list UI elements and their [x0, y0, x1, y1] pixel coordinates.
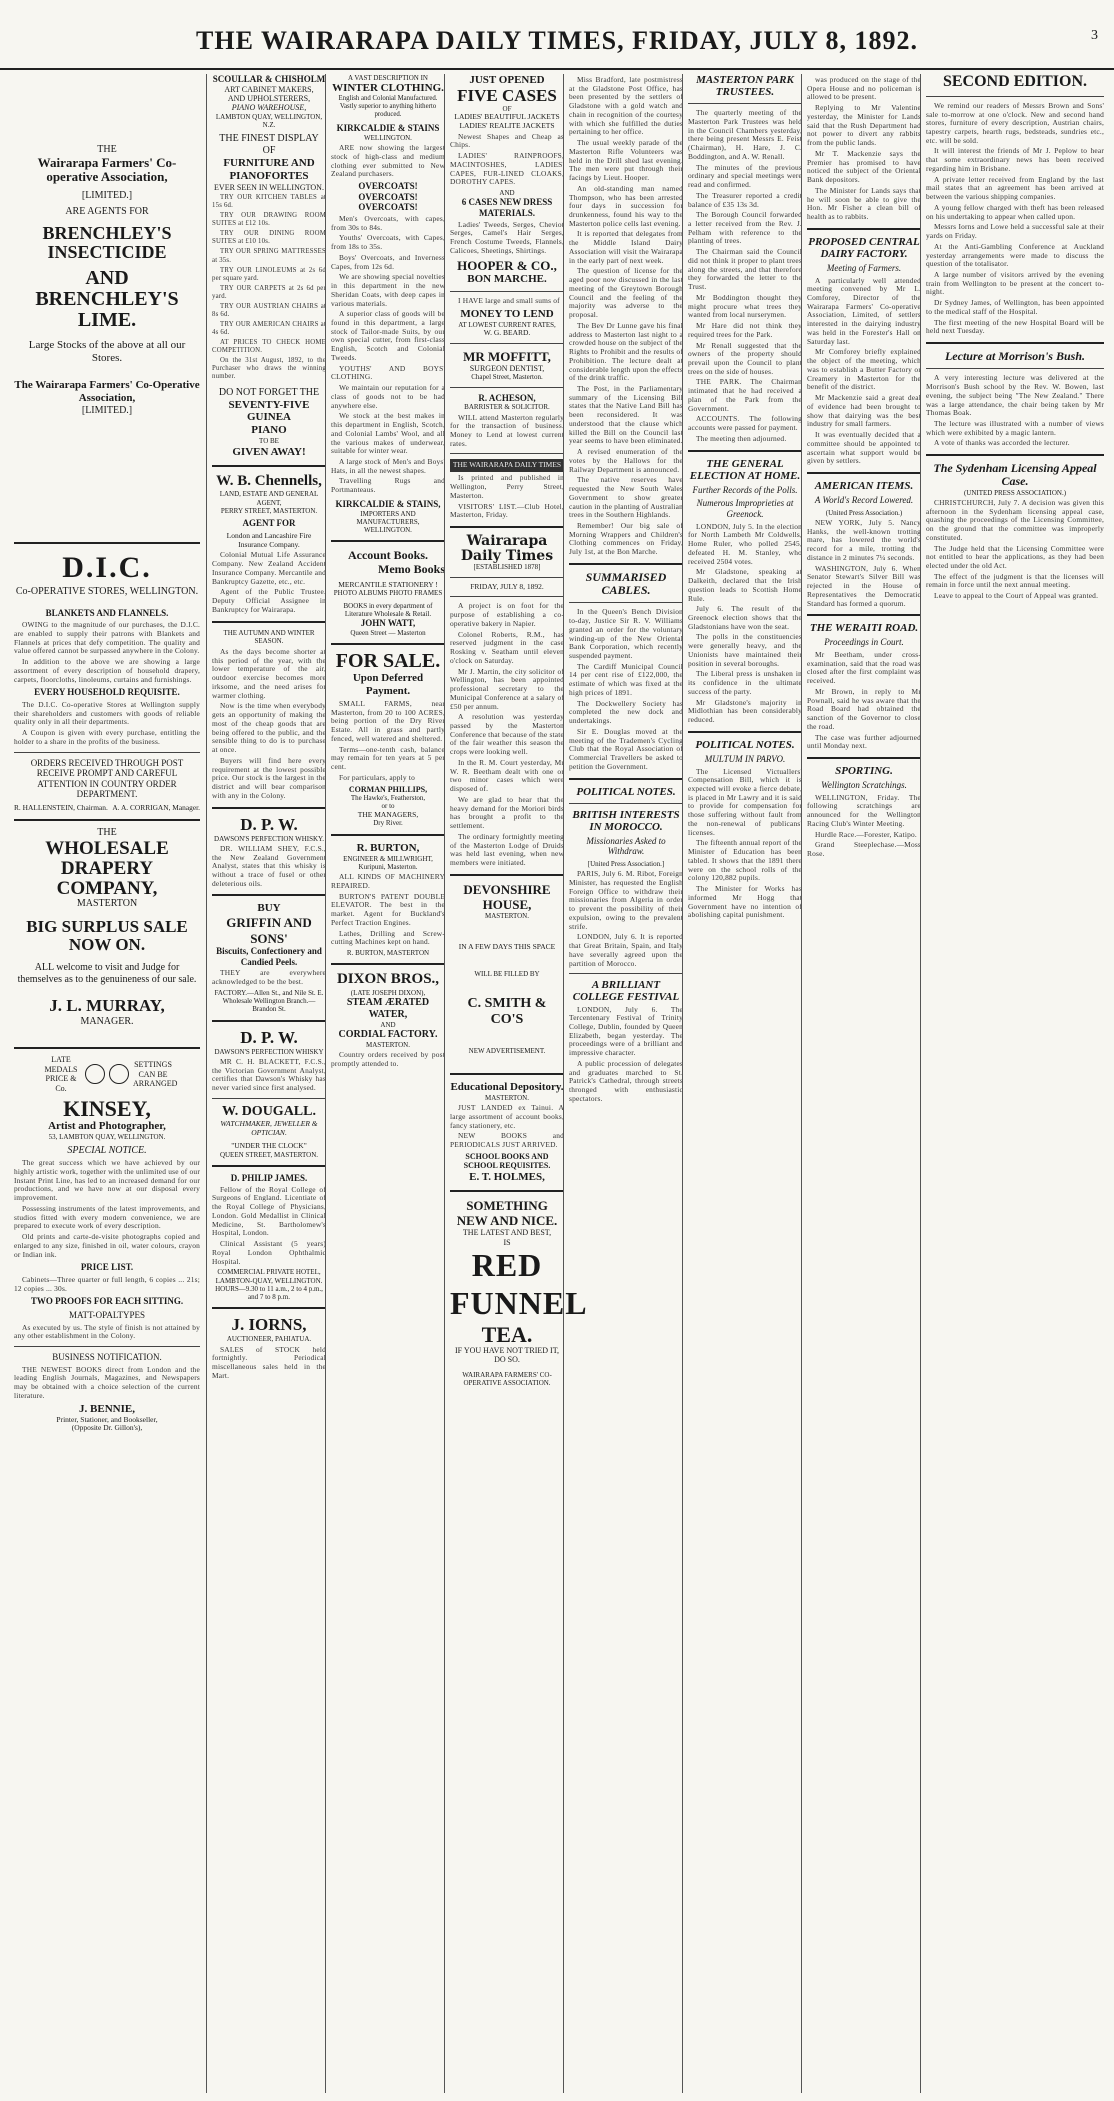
wdc-sale: BIG SURPLUS SALE NOW ON. — [26, 917, 188, 955]
macintosh-cases: 6 CASES NEW DRESS MATERIALS. — [461, 197, 553, 219]
america-heading: AMERICAN ITEMS. — [814, 479, 914, 492]
burton-tag: R. BURTON, MASTERTON — [346, 948, 430, 957]
ffca-brand2: AND BRENCHLEY'S LIME. — [35, 266, 179, 331]
scoullar-name: SCOULLAR & CHISHOLM — [212, 74, 326, 84]
trustees-heading: MASTERTON PARK TRUSTEES. — [696, 74, 794, 99]
moffitt-name: MR MOFFITT, — [463, 348, 551, 364]
medal-icon — [109, 1064, 129, 1084]
devonshire-name: DEVONSHIRE HOUSE, — [463, 881, 551, 913]
funnel-is: IS — [503, 1237, 511, 1247]
iorns-name: J. IORNS, — [231, 1315, 307, 1335]
account-photo: PHOTO ALBUMS PHOTO FRAMES — [333, 589, 443, 598]
dougall-under: "UNDER THE CLOCK" — [231, 1140, 307, 1150]
opened-ladies: LADIES' BEAUTIFUL JACKETS — [454, 112, 560, 122]
account-title: Account Books. — [347, 548, 428, 563]
wdc-town: MASTERTON — [76, 898, 138, 910]
dic-name: D.I.C. — [62, 551, 152, 585]
dixon-and: AND — [380, 1020, 396, 1029]
missionaries-sub: Missionaries Asked to Withdraw. — [586, 835, 666, 857]
educ-holmes: E. T. HOLMES, — [469, 1170, 545, 1183]
funnel-the: THE LATEST AND BEST, — [462, 1228, 552, 1238]
scoullar-trade2: AND UPHOLSTERERS, — [227, 94, 311, 104]
scoullar-trade1: ART CABINET MAKERS, — [224, 84, 314, 94]
forsale-bank: Dry River. — [373, 819, 403, 828]
lecture-heading: Lecture at Morrison's Bush. — [944, 349, 1086, 364]
masthead-title: THE WAIRARAPA DAILY TIMES, FRIDAY, JULY 8, 1892. — [196, 26, 918, 55]
kirk2-trade: IMPORTERS AND MANUFACTURERS, — [356, 509, 420, 526]
ffca-sign: The Wairarapa Farmers' Co-Operative Association, — [14, 378, 200, 404]
dic-chairman: R. HALLENSTEIN, Chairman. — [14, 803, 108, 813]
forsale-or: or to — [381, 802, 395, 811]
column-6: MASTERTON PARK TRUSTEES. The quarterly meeting of the Masterton Park Trustees was held in the Council Chambers yesterday, there being present Messrs E. Feist (Chairman), H. Hare, J. C. Boddington, and A. W. Renall. The minutes of the previous ordinary and special meetings were read and confirmed. The Treasurer reported a credit balance of £35 13s 3d. The Borough Council forwarded a letter received from the Rev. J. Pelham with reference to the planting of trees. The Chairman said the Council did not think it proper to plant trees along the streets, and that therefore they forwarded the letter to the Trust. Mr Boddington thought they might procure what trees they wanted from local nurserymen. Mr Hare did not think they required trees for the Park. Mr Renall suggested that the owners of the property should prevail upon the Council to plant trees on the side of houses. THE PARK. The Chairman intimated that he had received a plan of the Park from the Government. ACCOUNTS. The following accounts were passed for payment. The meeting then adjourned. THE GENERAL ELECTION AT HOME. Further Records of the Polls. Numerous Improprieties at Greenock. LONDON, July 5. In the election for North Lambeth Mr Coldwells, Home Ruler, who polled 2545, defeated H. M. Stanley, who received 2504 votes. Mr Gladstone, speaking at Dalkeith, declared that the Irish question leads to Scottish Home Rule. July 6. The result of the Greenock election shows that the Gladstonians have won the seat. The polls in the constituencies were generally heavy, and the Unionists have maintained their position in several boroughs. The Liberal press is unshaken in its confidence in the ultimate success of the party. Mr Gladstone's majority in Midlothian has been considerably reduced. POLITICAL NOTES. MULTUM IN PARVO. The Licensed Victuallers' Compensation Bill, which it is expected will evoke a fierce debate, is placed in Mr Lawry and it is said to provide for compensation for those suffering without fault from the non-renewal of publicans' licenses. The fifteenth annual report of the Minister of Education has been tabled. It shows that the 1891 there were on the school rolls of the colony 120,882 pupils. The Minister for Works has informed Mr Hogg that Government have no intention of abolishing capital punishment. — [682, 74, 807, 2093]
scoullar-piano: PIANO — [251, 424, 287, 437]
acheson-trade: BARRISTER & SOLICITOR. — [464, 403, 550, 412]
devonshire-city: MASTERTON. — [485, 912, 529, 921]
account-street: Queen Street — Masterton — [350, 628, 426, 637]
hooper-who: W. G. BEARD. — [483, 327, 531, 337]
iorns-trade: AUCTIONEER, PAHIATUA. — [226, 1335, 312, 1344]
moffitt-street: Chapel Street, Masterton. — [471, 373, 543, 382]
dpw-name: D. P. W. — [240, 814, 298, 834]
dic-orders: ORDERS RECEIVED THROUGH POST RECEIVE PROMPT AND CAREFUL ATTENTION IN COUNTRY ORDER DEPARTMENT. — [30, 757, 184, 800]
scoullar-ever: EVER SEEN IN WELLINGTON. — [214, 182, 324, 192]
funnel-something: SOMETHING NEW AND NICE. — [456, 1197, 558, 1229]
scoullar-place: PIANO WAREHOUSE, — [231, 103, 307, 113]
bennie-name: J. BENNIE, — [79, 1402, 135, 1415]
ffca-limited: [LIMITED.] — [81, 190, 133, 202]
scoullar-address: LAMBTON QUAY, WELLINGTON, N.Z. — [215, 112, 323, 130]
election-heading: THE GENERAL ELECTION AT HOME. — [689, 457, 801, 482]
dixon-late: (LATE JOSEPH DIXON), — [350, 988, 426, 997]
macintosh-and: AND — [499, 189, 515, 198]
ffca-stock: Large Stocks of the above at all our Stores. — [28, 338, 186, 364]
james-business: BUSINESS NOTIFICATION. — [52, 1352, 162, 1363]
column-3: A VAST DESCRIPTION IN WINTER CLOTHING. English and Colonial Manufactured. Vastly superior to anything hitherto produced. KIRKCALDIE & STAINS WELLINGTON. ARE now showing the largest stock of high-class and medium clothing ever submitted to New Zealand purchasers. OVERCOATS! OVERCOATS! OVERCOATS! Men's Overcoats, with capes, from 30s to 84s. Youths' Overcoats, with Capes, from 18s to 35s. Boys' Overcoats, and Inverness Capes, from 12s 6d. We are showing special novelties in this department in the new Sheridan Coats, with deep capes in various materials. A superior class of goods will be found in this department, a large stock of Tailor-made Suits, by our own special cutter, from first-class English, Scotch and Colonial Tweeds. YOUTHS' AND BOYS' CLOTHING. We maintain our reputation for a class of goods not to be had anywhere else. We stock at the best makes in this department in English, Scotch, and Colonial Lambs' Wool, and all the various makes of underwear, suitable for winter wear. A large stock of Men's and Boys' Hats, in all the newest shapes. Travelling Rugs and Portmanteaus. KIRKCALDIE & STAINS, IMPORTERS AND MANUFACTURERS, WELLINGTON. Account Books. Memo Books MERCANTILE STATIONERY ! PHOTO ALBUMS PHOTO FRAMES BOOKS in every department of Literature Wholesale & Retail. JOHN WATT, Queen Street — Masterton FOR SALE. Upon Deferred Payment. SMALL FARMS, near Masterton, from 20 to 100 ACRES, being portion of the Dry River Estate. All in grass and partly fenced, well watered and sheltered. Terms—one-tenth cash, balance may remain for ten years at 5 per cent. For particulars, apply to CORMAN PHILLIPS, The Hawke's, Featherston, or to THE MANAGERS, Dry River. R. BURTON, ENGINEER & MILLWRIGHT, Kuripuni, Masterton. ALL KINDS OF MACHINERY REPAIRED. BURTON'S PATENT DOUBLE ELEVATOR. The best in the market. Agent for Buckland's Perfect Traction Engines. Lathes, Drilling and Screw-cutting Machines kept on hand. R. BURTON, MASTERTON DIXON BROS., (LATE JOSEPH DIXON), STEAM ÆRATED WATER, AND CORDIAL FACTORY. MASTERTON. Country orders received by post promptly attended to. — [325, 74, 450, 2093]
wdc-invite: ALL welcome to visit and Judge for themselves as to the genuineness of our sale. — [17, 961, 197, 985]
daily-times-title: Wairarapa Daily Times — [460, 532, 554, 564]
political-heading: POLITICAL NOTES. — [695, 738, 795, 751]
educ-city: MASTERTON. — [485, 1094, 529, 1102]
griffin-name: GRIFFIN AND SONS' — [226, 915, 312, 946]
kinsey-medal-right: SETTINGS CAN BE ARRANGED — [133, 1060, 178, 1088]
price-heading: PRICE LIST. — [80, 1262, 134, 1273]
bennie-trade: Printer, Stationer, and Bookseller, — [56, 1414, 158, 1424]
hooper-name: HOOPER & CO., — [457, 257, 557, 273]
dic-blankets: BLANKETS AND FLANNELS. — [45, 607, 169, 618]
kirk2-name: KIRKCALDIE & STAINS, — [335, 498, 441, 509]
moffitt-trade: SURGEON DENTIST, — [469, 363, 545, 373]
ffca-brand1: BRENCHLEY'S INSECTICIDE — [42, 222, 172, 262]
scoullar-guinea: SEVENTY-FIVE GUINEA — [228, 398, 310, 424]
chennells-name: W. B. Chennells, — [216, 472, 322, 489]
griffin-factory: FACTORY.—Allen St., and Nile St. E. Wholesale Wellington Branch.—Brandon St. — [214, 988, 324, 1014]
forsale-place: The Hawke's, Featherston, — [350, 794, 426, 803]
price-proofs: TWO PROOFS FOR EACH SITTING. — [30, 1296, 184, 1307]
court-heading: THE WERAITI ROAD. — [809, 622, 919, 635]
column-1: THE Wairarapa Farmers' Co-operative Association, [LIMITED.] ARE AGENTS FOR BRENCHLEY'S INSECTICIDE AND BRENCHLEY'S LIME. Large Stocks of the above at all our Stores. The Wairarapa Farmers' Co-Operative Association, [LIMITED.] D.I.C. Co-OPERATIVE STORES, WELLINGTON. BLANKETS AND FLANNELS. OWING to the magnitude of our purchases, the D.I.C. are enabled to supply their patrons with Blankets and Flannels at prices that defy competition. The quality and value offered cannot be surpassed anywhere in the Colony. In addition to the above we are showing a large assortment of every description of household drapery, carpets, floorcloths, linoleums, curtains and furnishings. EVERY HOUSEHOLD REQUISITE. The D.I.C. Co-operative Stores at Wellington supply their shareholders and customers with goods of reliable quality only in all their departments. A Coupon is given with every purchase, entitling the holder to a share in the profits of the business. ORDERS RECEIVED THROUGH POST RECEIVE PROMPT AND CAREFUL ATTENTION IN COUNTRY ORDER DEPARTMENT. R. HALLENSTEIN, Chairman. A. A. CORRIGAN, Manager. THE WHOLESALE DRAPERY COMPANY, MASTERTON BIG SURPLUS SALE NOW ON. ALL welcome to visit and Judge for themselves as to the genuineness of our sale. J. L. MURRAY, MANAGER. LATE MEDALS PRICE & Co. SETTINGS CAN BE ARRANGED KINSEY, Artist and Photographer, 53, LAMBTON QUAY, WELLINGTON. SPECIAL NOTICE. The great success which we have achieved by our highly artistic work, together with the unlimited use of our Instant Print Line, has led to an increased demand for our productions, and we have now at our disposal every improvement. Possessing instruments of the latest improvements, and studios fitted with every modern convenience, we are prepared to execute work of every description. Old prints and carte-de-visite photographs copied and enlarged to any size, finished in oil, water colours, crayon or Indian ink. PRICE LIST. Cabinets—Three quarter or full length, 6 copies ... 21s; 12 copies ... 30s. TWO PROOFS FOR EACH SITTING. MATT-OPALTYPES As executed by us. The style of finish is not attained by any other establishment in the Colony. BUSINESS NOTIFICATION. THE NEWEST BOOKS direct from London and the leading English Journals, Magazines, and Newspapers may be obtained with a choice selection of the current literature. J. BENNIE, Printer, Stationer, and Bookseller, (Opposite Dr. Gillon's), — [14, 144, 200, 1433]
wdc-name: WHOLESALE DRAPERY COMPANY, — [45, 837, 169, 899]
account-who: JOHN WATT, — [360, 618, 416, 629]
column-8: SECOND EDITION. We remind our readers of Messrs Brown and Sons' sale to-morrow at one o'clock. New and second hand stores, furniture of every description, Austrian chairs, tapestry carpets, hearth rugs, bedsteads, sundries etc., etc. will be sold. It will interest the friends of Mr J. Peplow to hear that some extraordinary news has been received regarding him in Brisbane. A private letter received from England by the last mail states that an agreement has been arrived at between the various shipping companies. A young fellow charged with theft has been released on his undertaking to appear when called upon. Messrs Iorns and Lowe held a successful sale at their yards on Friday. At the Anti-Gambling Conference at Auckland yesterday arrangements were made to discuss the question of the totalisator. A large number of visitors arrived by the evening train from Wellington to be present at the concert to-night. Dr Sydney James, of Wellington, has been appointed to the medical staff of the Hospital. The first meeting of the new Hospital Board will be held next Tuesday. Lecture at Morrison's Bush. A very interesting lecture was delivered at the Morrison's Bush school by the Rev. W. Bowen, last evening, the subject being "The New Zealand." There was a large attendance, the chair being taken by Mr Thomas Boak. The lecture was illustrated with a number of views which were exhibited by a magic lantern. A vote of thanks was accorded the lecturer. The Sydenham Licensing Appeal Case. (UNITED PRESS ASSOCIATION.) CHRISTCHURCH, July 7. A decision was given this afternoon in the Sydenham licensing appeal case, quashing the proceedings of the Licensing Committee, on the ground that the committee was improperly constituted. The Judge held that the Licensing Committee were not entitled to hear the applications, as they had been elected under the old Act. The effect of the judgment is that the licenses will remain in force until the next annual meeting. Leave to appeal to the Court of Appeal was granted. — [920, 74, 1109, 2093]
col5-press: [United Press Association.] — [587, 860, 665, 869]
burton-trade: ENGINEER & MILLWRIGHT, — [343, 854, 433, 863]
funnel-if: IF YOU HAVE NOT TRIED IT, DO SO. — [455, 1345, 559, 1365]
chennells-trade: LAND, ESTATE AND GENERAL AGENT, — [219, 490, 319, 507]
griffin-products: Biscuits, Confectionery and Candied Peels. — [216, 946, 322, 967]
account-memo: Memo Books — [378, 562, 445, 577]
burton-place: Kuripuni, Masterton. — [358, 862, 418, 871]
election-sub: Further Records of the Polls. — [692, 484, 798, 495]
scoullar-forget: DO NOT FORGET THE — [218, 386, 320, 398]
opened-five: FIVE CASES — [457, 85, 557, 105]
acheson-name: R. ACHESON, — [478, 392, 536, 403]
masthead — [0, 18, 1114, 70]
greenock-sub: Numerous Improprieties at Greenock. — [696, 498, 794, 520]
scoullar-away: GIVEN AWAY! — [232, 445, 306, 458]
factory-sub: Meeting of Farmers. — [826, 262, 902, 273]
kinsey-notice: SPECIAL NOTICE. — [67, 1145, 147, 1157]
ffca-sign-ltd: [LIMITED.] — [81, 404, 133, 416]
kinsey-medal-left: LATE MEDALS PRICE & Co. — [44, 1055, 78, 1093]
james-name: D. PHILIP JAMES. — [230, 1173, 308, 1184]
dic-requisite: EVERY HOUSEHOLD REQUISITE. — [34, 687, 180, 698]
dougall-name: W. DOUGALL. — [221, 1103, 316, 1119]
second-edition-heading: SECOND EDITION. — [942, 73, 1088, 90]
multum: MULTUM IN PARVO. — [704, 753, 786, 764]
dic-sub: Co-OPERATIVE STORES, WELLINGTON. — [15, 585, 199, 597]
kirk-city: WELLINGTON. — [364, 133, 412, 142]
column-2: SCOULLAR & CHISHOLM ART CABINET MAKERS, AND UPHOLSTERERS, PIANO WAREHOUSE, LAMBTON QUAY, WELLINGTON, N.Z. THE FINEST DISPLAY OF FURNITURE AND PIANOFORTES EVER SEEN IN WELLINGTON. TRY OUR KITCHEN TABLES at 15s 6d. TRY OUR DRAWING ROOM SUITES at £12 10s. TRY OUR DINING ROOM SUITES at £10 10s. TRY OUR SPRING MATTRESSES at 35s. TRY OUR LINOLEUMS at 2s 6d per square yard. TRY OUR CARPETS at 2s 6d per yard. TRY OUR AUSTRIAN CHAIRS at 8s 6d. TRY OUR AMERICAN CHAIRS at 4s 6d. AT PRICES TO CHECK HOME COMPETITION. On the 31st August, 1892, to the Purchaser who draws the winning number. DO NOT FORGET THE SEVENTY-FIVE GUINEA PIANO TO BE GIVEN AWAY! W. B. Chennells, LAND, ESTATE AND GENERAL AGENT, PERRY STREET, MASTERTON. AGENT FOR London and Lancashire Fire Insurance Company. Colonial Mutual Life Assurance Company. New Zealand Accident Insurance Company. Mercantile and Bankruptcy Gazette, etc., etc. Agent of the Public Trustee. Deputy Official Assignee in Bankruptcy for Wairarapa. THE AUTUMN AND WINTER SEASON. As the days become shorter at this period of the year, with the lower temperature of the air, outdoor exercise becomes more irksome, and the need arises for warmer clothing. Now is the time when everybody gets an opportunity of making the most of the cheap goods that are being offered to the public, and the sensible thing to do is to purchase at once. Buyers will find here every requirement at the lowest possible price. Our stock is the largest in the district and will bear comparison with any in the Colony. D. P. W. DAWSON'S PERFECTION WHISKY. DR. WILLIAM SHEY, F.C.S., the New Zealand Government Analyst, states that this whisky is without a trace of fusel or other deleterious oils. BUY GRIFFIN AND SONS' Biscuits, Confectionery and Candied Peels. THEY are everywhere acknowledged to be the best. FACTORY.—Allen St., and Nile St. E. Wholesale Wellington Branch.—Brandon St. D. P. W. DAWSON'S PERFECTION WHISKY MR C. H. BLACKETT, F.C.S., the Victorian Government Analyst, certifies that Dawson's Whisky has never varied since first analysed. W. DOUGALL. WATCHMAKER, JEWELLER & OPTICIAN. "UNDER THE CLOCK" QUEEN STREET, MASTERTON. D. PHILIP JAMES. Fellow of the Royal College of Surgeons of England. Licentiate of the Royal College of Physicians, London. Gold Medallist in Clinical Medicine, St. Bartholomew's Hospital, London. Clinical Assistant (5 years) Royal London Ophthalmic Hospital. COMMERCIAL PRIVATE HOTEL, LAMBTON-QUAY, WELLINGTON. HOURS—9.30 to 11 a.m., 2 to 4 p.m., and 7 to 8 p.m. J. IORNS, AUCTIONEER, PAHIATUA. SALES of STOCK held fortnightly. Periodical miscellaneous sales held in the Mart. — [206, 74, 331, 2093]
devonshire-new: NEW ADVERTISEMENT. — [468, 1046, 546, 1055]
dpw2-sub: DAWSON'S PERFECTION WHISKY — [214, 1047, 324, 1056]
james-rooms: COMMERCIAL PRIVATE HOTEL, — [217, 1268, 321, 1277]
james-address: LAMBTON-QUAY, WELLINGTON. — [215, 1276, 323, 1285]
price-matt: MATT-OPALTYPES — [68, 1309, 146, 1320]
sporting-heading: SPORTING. — [835, 765, 893, 778]
james-hours: HOURS—9.30 to 11 a.m., 2 to 4 p.m., and 7 to 8 p.m. — [215, 1284, 323, 1302]
burton-name: R. BURTON, — [356, 841, 420, 854]
scoullar-tobe: TO BE — [259, 437, 279, 446]
bennie-address: (Opposite Dr. Gillon's), — [71, 1423, 143, 1433]
opened-of: OF — [502, 104, 512, 113]
dixon-city: MASTERTON. — [366, 1040, 410, 1049]
forsale-agent: CORMAN PHILLIPS, — [348, 784, 428, 794]
column-5: Miss Bradford, late postmistress at the Gladstone Post Office, has been presented by the settlers of Gladstone with a gold watch and chain in recognition of the courtesy with which she fulfilled the duties pertaining to her office. The usual weekly parade of the Masterton Rifle Volunteers was held in the Drill shed last evening. The men were put through their facings by Lieut. Hooper. An old-standing man named Thompson, who has been arrested four days in succession for drunkenness, found his way to the Masterton police cells last evening. It is reported that delegates from the Middle Island Dairy Association will visit the Wairarapa in the early part of next week. The question of license for the aged poor now discussed in the last meeting of the Greytown Borough Council and the feeling of the majority was adverse to the proposal. The Bev Dr Lunne gave his final address to Masterton last night to a crowded house on the subject of the Rights to Prohibit and the results of Prohibition. The lecture dealt at considerable length upon the effects of the drink traffic. The Post, in the Parliamentary summary of the Licensing Bill states that the Native Land Bill has been reconsidered. It was understood that the clause which killed the Bill on the Council last year seems to have been eliminated. A revised enumeration of the votes by the Hallows for the Railway Department is announced. The native reserves have requested the New South Wales Government to show greater caution in the planting of Australian trees in the Southern Highlands. Remember! Our big sale of Morning Wrappers and Children's Clothing commences on Friday, July 1st, at the Bon Marche. SUMMARISED CABLES. In the Queen's Bench Division to-day, Justice Sir R. V. Williams granted an order for the voluntary winding-up of the New Oriental Bank Corporation, which recently suspended payment. The Cardiff Municipal Council 14 per cent rise of £122,000, the estimate of which was fixed at the high prices of 1891. The Dockwellery Society has completed the new dock and undertakings. Sir E. Douglas moved at the meeting of the Trademen's Cycling Club that the Royal Association of Commercial Travellers be asked to petition the Government. POLITICAL NOTES. BRITISH INTERESTS IN MOROCCO. Missionaries Asked to Withdraw. [United Press Association.] PARIS, July 6. M. Ribot, Foreign Minister, has requested the English Foreign Office to withdraw their missionaries from Algeria in order to prevent the possibility of their expulsion, owing to the prevalent strife. LONDON, July 6. It is reported that Great Britain, Spain, and Italy have severally agreed upon the partition of Morocco. A BRILLIANT COLLEGE FESTIVAL LONDON, July 6. The Tercentenary Festival of Trinity College, Dublin, founded by Queen Elizabeth, began yesterday. The proceedings were of a brilliant and impressive character. A public procession of delegates and graduates marched to St. Patrick's Cathedral, through streets thronged with enthusiastic spectators. — [563, 74, 688, 2093]
chennells-street: PERRY STREET, MASTERTON. — [220, 506, 318, 515]
kirk-head: A VAST DESCRIPTION IN — [348, 74, 428, 82]
daily-times-date: FRIDAY, JULY 8, 1892. — [470, 581, 544, 591]
wdc-owner: J. L. MURRAY, — [49, 995, 165, 1015]
devonshire-will: WILL BE FILLED BY — [474, 969, 540, 978]
ffca-name: Wairarapa Farmers' Co-operative Association, — [37, 154, 177, 185]
forsale-manager: THE MANAGERS, — [357, 809, 419, 819]
ffca-lead: THE — [97, 144, 117, 155]
opened-just: JUST OPENED — [469, 74, 545, 86]
dougall-trade: WATCHMAKER, JEWELLER & OPTICIAN. — [220, 1119, 318, 1138]
dixon-name: DIXON BROS., — [336, 971, 440, 988]
opened-ladies2: LADIES' REALITE JACKETS — [459, 120, 555, 130]
printed-banner: THE WAIRARAPA DAILY TIMES — [450, 459, 564, 472]
ffca-agents: ARE AGENTS FOR — [65, 206, 149, 218]
column-7: was produced on the stage of the Opera House and no policeman is allowed to be present. Replying to Mr Valentine yesterday, the Minister for Lands said that the Rush Department had not power to divert any rabbits from the public lands. Mr T. Mackenzie says the Premier has promised to have noticed the subject of the Oriental Bank depositors. The Minister for Lands says that he will soon be able to give the Hon. Mr Fisher a clean bill of health as to rabbits. PROPOSED CENTRAL DAIRY FACTORY. Meeting of Farmers. A particularly well attended meeting convened by Mr L. Comforey, Director of the Wairarapa Farmers' Co-operative Association, Limited, of settlers interested in the dairying industry was held in the Forester's Hall on Saturday last. Mr Comforey briefly explained the object of the meeting, which was to establish a Butter Factory or Creamery in Masterton for the benefit of the district. Mr Mackenzie said a great deal of evidence had been brought to show that dairying was the best industry for small farmers. It was eventually decided that a committee should be appointed to ascertain what support would be given by settlers. AMERICAN ITEMS. A World's Record Lowered. (United Press Association.) NEW YORK, July 5. Nancy Hanks, the well-known trotting mare, has lowered the world's record for a mile, trotting the distance in 2 minutes 7¼ seconds. WASHINGTON, July 6. When Senator Stewart's Silver Bill was rejected in the House of Representatives the Democratic Standard has formed a quorum. THE WERAITI ROAD. Proceedings in Court. Mr Beetham, under cross-examination, said that the road was closed after the first complaint was received. Mr Brown, in reply to Mr Pownall, said he was aware that the Road Board had obtained the sanction of the Governor to close the road. The case was further adjourned until Monday next. SPORTING. Wellington Scratchings. WELLINGTON, Friday. The following scratchings are announced for the Wellington Racing Club's Winter Meeting. Hurdle Race.—Forester, Katipo. Grand Steeplechase.—Moss Rose. — [801, 74, 926, 2093]
griffin-buy: BUY — [257, 902, 281, 915]
account-merc: MERCANTILE STATIONERY ! — [338, 579, 438, 589]
daily-times-estd: [ESTABLISHED 1878] — [473, 563, 541, 572]
chennells-agent-for: London and Lancashire Fire Insurance Company. — [226, 530, 312, 549]
scoullar-finest: THE FINEST DISPLAY OF — [219, 133, 319, 157]
america-sub: A World's Record Lowered. — [814, 495, 914, 506]
factory-heading: PROPOSED CENTRAL DAIRY FACTORY. — [808, 235, 920, 260]
forsale-terms: Upon Deferred Payment. — [352, 672, 424, 698]
morocco-heading: BRITISH INTERESTS IN MOROCCO. — [572, 808, 680, 833]
sporting-sub: Wellington Scratchings. — [821, 780, 907, 791]
scoullar-furniture: FURNITURE AND PIANOFORTES — [223, 157, 315, 182]
politics-heading: POLITICAL NOTES. — [576, 785, 676, 798]
kinsey-name: KINSEY, — [63, 1096, 151, 1122]
wdc-role: MANAGER. — [80, 1015, 134, 1027]
kirk-name: KIRKCALDIE & STAINS — [336, 123, 440, 134]
autumn-heading: THE AUTUMN AND WINTER SEASON. — [223, 628, 315, 645]
kirk-overcoats: OVERCOATS! OVERCOATS! — [358, 181, 418, 202]
dpw2-name: D. P. W. — [240, 1027, 298, 1047]
cables-heading: SUMMARISED CABLES. — [585, 569, 667, 598]
medal-icon — [85, 1064, 105, 1084]
hooper-lend: MONEY TO LEND — [460, 307, 554, 320]
licensing-heading: The Sydenham Licensing Appeal Case. — [933, 461, 1097, 489]
kirk-sub: English and Colonial Manufactured. Vastly superior to anything hitherto produced. — [338, 95, 438, 119]
hooper-rates: AT LOWEST CURRENT RATES, — [458, 320, 556, 329]
kirk2-city: WELLINGTON. — [364, 526, 412, 535]
funnel-tea: TEA. — [481, 1321, 533, 1347]
column-4: JUST OPENED FIVE CASES OF LADIES' BEAUTIFUL JACKETS LADIES' REALITE JACKETS Newest Shapes and Cheap as Chips. LADIES' RAINPROOFS, MACINTOSHES, LADIES' CAPES, FUR-LINED CLOAKS, DOROTHY CAPES. AND 6 CASES NEW DRESS MATERIALS. Ladies' Tweeds, Serges, Cheviot Serges, Camel's Hair Serges, French Costume Tweeds, Flannels, Calicoes, Sheetings, Shirtings. HOOPER & CO., BON MARCHE. I HAVE large and small sums of MONEY TO LEND AT LOWEST CURRENT RATES, W. G. BEARD. MR MOFFITT, SURGEON DENTIST, Chapel Street, Masterton. R. ACHESON, BARRISTER & SOLICITOR. WILL attend Masterton regularly for the transaction of business. Money to Lend at lowest current rates. THE WAIRARAPA DAILY TIMES Is printed and published in Wellington, Perry Street, Masterton. VISITORS' LIST.—Club Hotel, Masterton, Friday. Wairarapa Daily Times [ESTABLISHED 1878] FRIDAY, JULY 8, 1892. A project is on foot for the purpose of establishing a co-operative bakery in Napier. Colonel Roberts, R.M., has reserved judgment in the case Rosking v. Seatham until eleven o'clock on Saturday. Mr J. Martin, the city solicitor of Wellington, has been appointed professional secretary to the Municipal Conference at a salary of £50 per annum. A resolution was yesterday passed by the Masterton Conference that because of the state of the fair weather this season the crops were looking well. In the R. M. Court yesterday, Mr W. R. Beetham dealt with one or two minor cases which were disposed of. We are glad to hear that the heavy demand for the Moriori birds has brought a profit to the settlement. The ordinary fortnightly meeting of the Masterton Lodge of Druids was held last evening, when new members were initiated. DEVONSHIRE HOUSE, MASTERTON. IN A FEW DAYS THIS SPACE WILL BE FILLED BY C. SMITH & CO'S NEW ADVERTISEMENT. Educational Depository. MASTERTON. JUST LANDED ex Tainui. A large assortment of account books, fancy stationery, etc. NEW BOOKS and PERIODICALS JUST ARRIVED. SCHOOL BOOKS AND SCHOOL REQUISITES. E. T. HOLMES, SOMETHING NEW AND NICE. THE LATEST AND BEST, IS RED FUNNEL TEA. IF YOU HAVE NOT TRIED IT, DO SO. WAIRARAPA FARMERS' CO-OPERATIVE ASSOCIATION. — [444, 74, 569, 2093]
col7-press: (United Press Association.) — [825, 508, 903, 517]
account-books: BOOKS in every department of Literature Wholesale & Retail. — [343, 601, 433, 618]
dixon-steam: STEAM ÆRATED WATER, — [346, 997, 430, 1020]
funnel-sign: WAIRARAPA FARMERS' CO-OPERATIVE ASSOCIATION. — [462, 1370, 552, 1388]
hooper-bon: BON MARCHE. — [467, 272, 547, 285]
col8-press: (UNITED PRESS ASSOCIATION.) — [963, 488, 1067, 497]
devonshire-in: IN A FEW DAYS THIS SPACE — [458, 941, 556, 951]
educ-title: Educational Depository. — [450, 1081, 564, 1094]
kirk-overcoats2: OVERCOATS! — [358, 202, 418, 213]
columns — [14, 74, 1104, 2093]
dixon-cordial: CORDIAL FACTORY. — [338, 1029, 438, 1040]
court-sub: Proceedings in Court. — [824, 637, 904, 648]
kinsey-address: 53, LAMBTON QUAY, WELLINGTON. — [48, 1133, 166, 1142]
kinsey-trade: Artist and Photographer, — [48, 1120, 166, 1133]
dougall-street: QUEEN STREET, MASTERTON. — [219, 1150, 319, 1159]
dpw-sub: DAWSON'S PERFECTION WHISKY. — [214, 834, 324, 843]
forsale-title: FOR SALE. — [335, 650, 441, 673]
funnel-name: RED FUNNEL — [450, 1247, 588, 1322]
educ-school: SCHOOL BOOKS AND SCHOOL REQUISITES. — [463, 1151, 551, 1171]
page-number: 3 — [1091, 28, 1098, 43]
dic-manager: A. A. CORRIGAN, Manager. — [112, 803, 200, 813]
chennells-agent: AGENT FOR — [242, 518, 296, 529]
wdc-the: THE — [97, 826, 117, 838]
kirk-title: WINTER CLOTHING. — [332, 82, 444, 95]
devonshire-smith: C. SMITH & CO'S — [467, 995, 547, 1028]
college-heading: A BRILLIANT COLLEGE FESTIVAL — [572, 979, 680, 1004]
